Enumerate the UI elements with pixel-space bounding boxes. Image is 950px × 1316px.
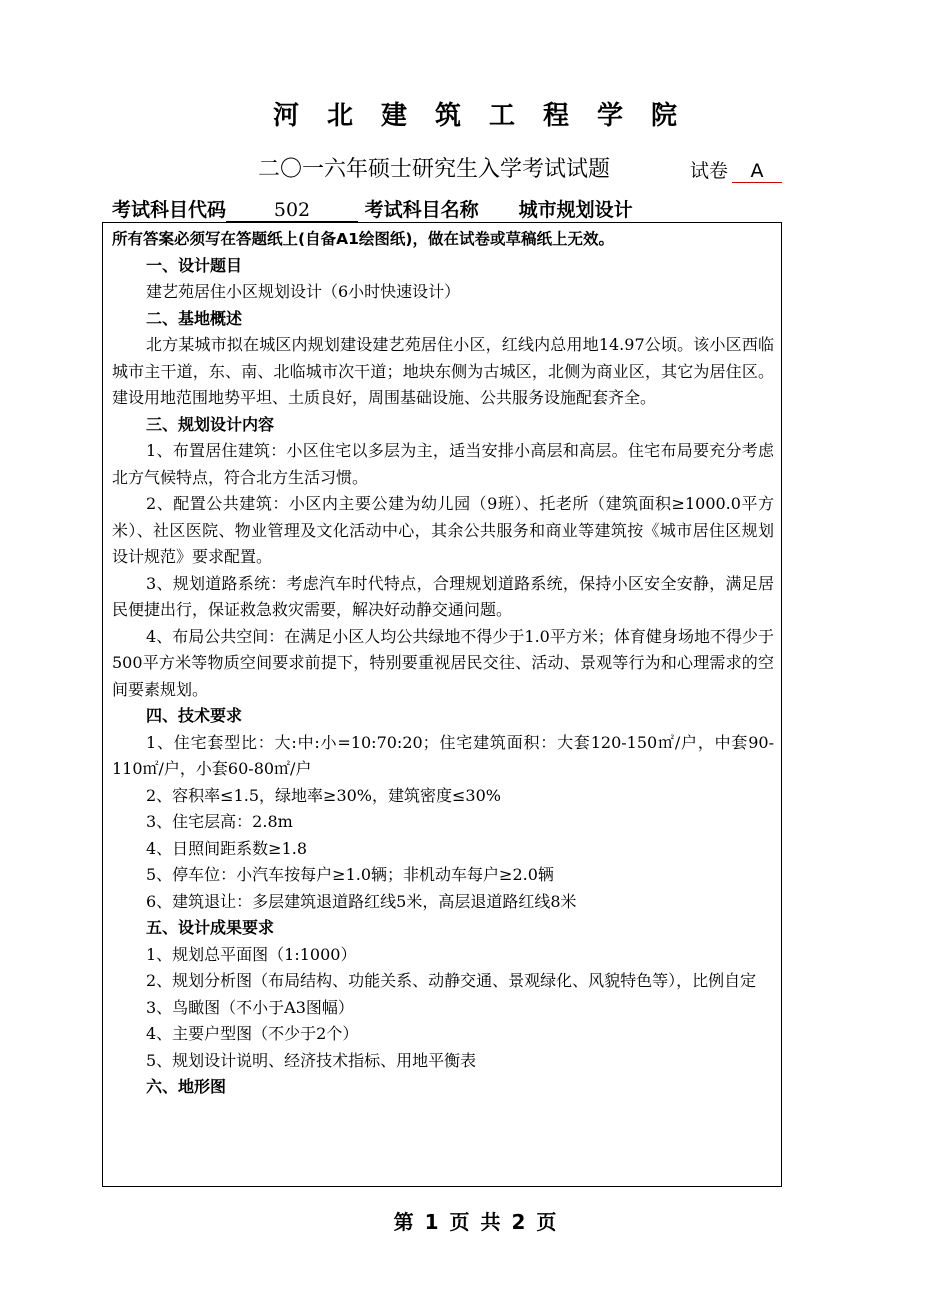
footer-total-pages: 2: [511, 1210, 526, 1234]
page-footer: [0, 1206, 950, 1235]
section-2-title: 二、基地概述: [146, 308, 243, 328]
section-5-item-1: 1、规划总平面图（1:1000）: [146, 944, 357, 964]
footer-word-gong: 共: [480, 1210, 501, 1234]
paper-value: A: [732, 160, 782, 183]
section-5-item-2: 2、规划分析图（布局结构、功能关系、动静交通、景观绿化、风貌特色等），比例自定: [146, 971, 757, 990]
paper-version: [690, 156, 782, 183]
section-1-title: 一、设计题目: [146, 255, 243, 275]
paper-label: 试卷: [690, 160, 729, 182]
section-4-item-4: 4、日照间距系数≥1.8: [146, 838, 308, 858]
footer-word-di: 第: [393, 1210, 414, 1234]
section-3-item-2: 2、配置公共建筑：小区内主要公建为幼儿园（9班）、托老所（建筑面积≥1000.0平方米）、社区医院、物业管理及文化活动中心，其余公共服务和商业等建筑按《城市居住区规划设计规范》要求配置。: [112, 494, 774, 566]
subject-name-label: 考试科目名称: [364, 199, 479, 221]
section-5-title: 五、设计成果要求: [146, 918, 275, 937]
answer-notice: 所有答案必须写在答题纸上(自备A1绘图纸)，做在试卷或草稿纸上无效。: [112, 230, 614, 248]
section-4-item-6: 6、建筑退让：多层建筑退道路红线5米，高层退道路红线8米: [146, 891, 577, 911]
exam-title: 二〇一六年硕士研究生入学考试试题: [258, 157, 611, 182]
section-5-item-5: 5、规划设计说明、经济技术指标、用地平衡表: [146, 1050, 477, 1070]
subject-line: [112, 195, 691, 223]
section-3-item-4: 4、布局公共空间：在满足小区人均公共绿地不得少于1.0平方米；体育健身场地不得少于500平方米等物质空间要求前提下，特别要重视居民交往、活动、景观等行为和心理需求的空间要素规划。: [112, 626, 774, 699]
section-6-title: 六、地形图: [146, 1077, 227, 1096]
section-4-item-1: 1、住宅套型比：大:中:小=10:70:20；住宅建筑面积：大套120-150㎡/户，中套90-110㎡/户，小套60-80㎡/户: [112, 732, 774, 778]
section-5-item-3: 3、鸟瞰图（不小于A3图幅）: [146, 997, 354, 1017]
subject-name-value: 城市规划设计: [479, 195, 691, 223]
footer-word-ye: 页: [449, 1210, 470, 1234]
subject-code-label: 考试科目代码: [112, 199, 227, 221]
section-3-title: 三、规划设计内容: [146, 414, 275, 434]
section-4-item-2: 2、容积率≤1.5，绿地率≥30%，建筑密度≤30%: [146, 785, 501, 805]
footer-page-number: 1: [424, 1210, 439, 1234]
section-3-item-3: 3、规划道路系统：考虑汽车时代特点，合理规划道路系统，保持小区安全安静，满足居民便捷出行，保证救急救灾需要，解决好动静交通问题。: [112, 573, 774, 619]
exam-content: [112, 226, 774, 1101]
section-3-item-1: 1、布置居住建筑：小区住宅以多层为主，适当安排小高层和高层。住宅布局要充分考虑北方气候特点，符合北方生活习惯。: [112, 441, 774, 487]
section-4-item-5: 5、停车位：小汽车按每户≥1.0辆；非机动车每户≥2.0辆: [146, 865, 554, 884]
section-4-title: 四、技术要求: [146, 706, 243, 725]
section-4-item-3: 3、住宅层高：2.8m: [146, 812, 293, 831]
section-1-text: 建艺苑居住小区规划设计（6小时快速设计）: [146, 282, 461, 301]
section-5-item-4: 4、主要户型图（不少于2个）: [146, 1024, 359, 1043]
school-title: 河北建筑工程学院: [272, 101, 705, 131]
footer-word-ye-2: 页: [536, 1210, 557, 1234]
section-2-text: 北方某城市拟在城区内规划建设建艺苑居住小区，红线内总用地14.97公顷。该小区西临城市主干道，东、南、北临城市次干道；地块东侧为古城区，北侧为商业区，其它为居住区。建设用地范围地势平坦、土质良好，周围基础设施、公共服务设施配套齐全。: [112, 335, 774, 407]
subject-code-value: 502: [226, 199, 358, 222]
